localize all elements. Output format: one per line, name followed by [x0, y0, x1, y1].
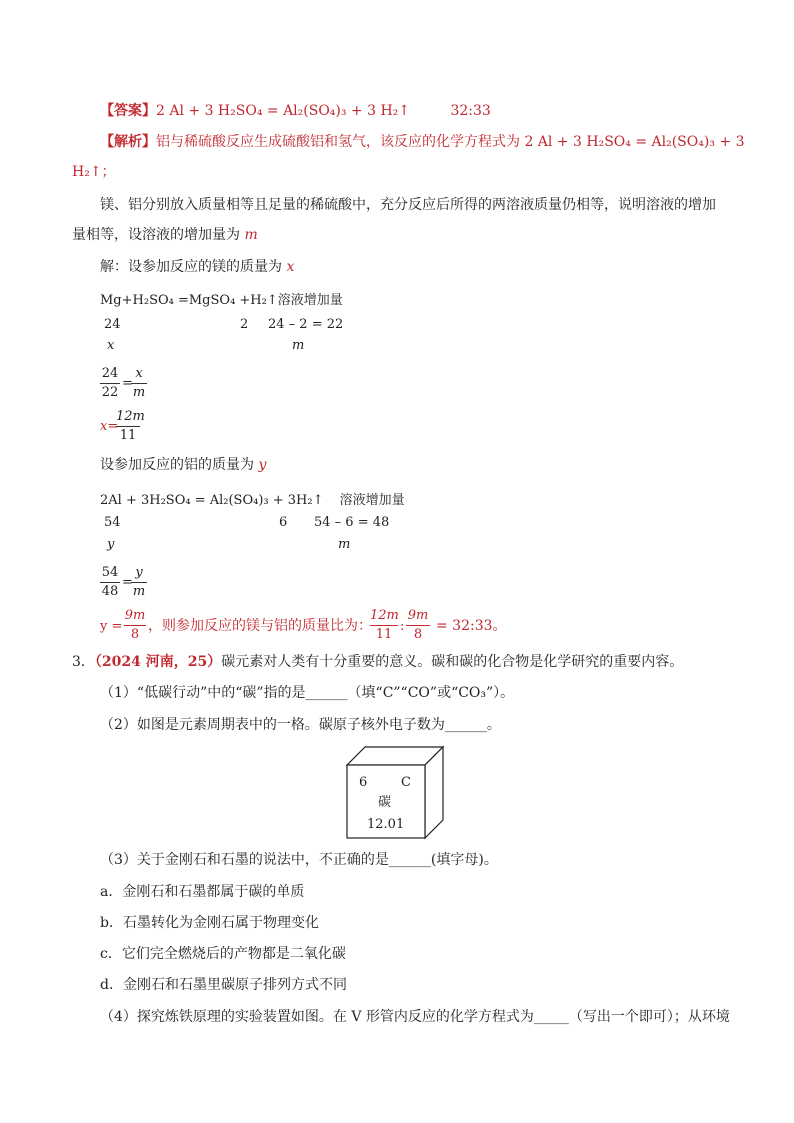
analysis-line-2: H₂↑；	[72, 164, 116, 180]
mg-variable-x: x	[286, 259, 295, 275]
al-equation-text: 2Al + 3H₂SO₄ = Al₂(SO₄)₃ + 3H₂↑	[100, 493, 324, 508]
analysis-text-1: 铝与稀硫酸反应生成硫酸铝和氢气，该反应的化学方程式为 2 Al + 3 H₂SO₄ = Al₂(SO₄)₃ + 3	[156, 134, 745, 150]
mg-prop-den-right: m	[132, 385, 146, 400]
analysis-tag: 【解析】	[100, 134, 156, 150]
mg-proportion-equals: =	[122, 376, 133, 391]
al-row2-a: 54	[104, 515, 121, 530]
al-prop-num-right: y	[135, 565, 143, 580]
al-prop-num-left: 54	[101, 565, 119, 580]
ratio-fraction-2	[406, 608, 430, 643]
atomic-number: 6	[359, 775, 368, 790]
mg-result-den: 11	[119, 428, 137, 443]
answer-tag: 【答案】	[100, 103, 156, 119]
al-proportion-equals: =	[122, 575, 133, 590]
question-3-stem	[72, 653, 683, 671]
al-variable-y: y	[258, 457, 267, 473]
al-proportion-right	[131, 565, 147, 600]
al-result-num: 9m	[124, 608, 146, 623]
periodic-table-cell	[345, 745, 445, 840]
al-intro-text: 设参加反应的铝的质量为	[100, 457, 254, 473]
analysis-line-1	[100, 133, 744, 151]
option-c: c．它们完全燃烧后的产物都是二氧化碳	[100, 946, 346, 962]
al-row3-a: y	[107, 537, 115, 552]
al-proportion-left	[100, 565, 120, 600]
analysis-paragraph-1: 镁、铝分别放入质量相等且足量的稀硫酸中，充分反应后所得的两溶液质量仍相等，说明溶液的增加	[100, 197, 716, 213]
al-result-fraction	[124, 608, 146, 643]
mg-row3-b: m	[292, 338, 305, 353]
mg-row3-a: x	[107, 338, 115, 353]
ratio-colon: :	[400, 619, 405, 634]
subquestion-1: （1）“低碳行动”中的“碳”指的是______（填“C”“CO”或“CO₃”）。	[100, 685, 515, 701]
mg-prop-den-left: 22	[101, 385, 119, 400]
subquestion-2: （2）如图是元素周期表中的一格。碳原子核外电子数为______。	[100, 717, 501, 733]
mg-result-num: 12m	[116, 409, 145, 424]
option-a: a．金刚石和石墨都属于碳的单质	[100, 884, 305, 900]
al-row3-b: m	[338, 537, 351, 552]
mg-result-fraction	[116, 409, 145, 444]
mg-intro	[100, 258, 294, 276]
element-symbol: C	[401, 775, 411, 790]
analysis-paragraph-2	[72, 226, 258, 244]
mg-intro-text: 解：设参加反应的镁的质量为	[100, 259, 282, 275]
mg-prop-num-left: 24	[101, 366, 119, 381]
ratio-result: = 32:33。	[436, 618, 507, 634]
al-result-text: ，则参加反应的镁与铝的质量比为：	[148, 618, 372, 634]
mg-proportion-left	[100, 366, 120, 401]
ratio-fraction-1	[370, 608, 398, 643]
subquestion-3: （3）关于金刚石和石墨的说法中，不正确的是______(填字母)。	[100, 852, 498, 868]
ratio-den-1: 11	[375, 627, 393, 642]
mg-row2-a: 24	[104, 317, 121, 332]
al-intro	[100, 456, 266, 474]
al-row2-b: 6	[279, 515, 288, 530]
ratio-num-1: 12m	[370, 608, 399, 623]
al-equation-tail: 溶液增加量	[339, 493, 405, 508]
al-result-lhs: y =	[100, 619, 123, 634]
al-prop-den-left: 48	[101, 584, 119, 599]
al-prop-den-right: m	[132, 584, 146, 599]
option-d: d．金刚石和石墨里碳原子排列方式不同	[100, 977, 347, 993]
ratio-num-2: 9m	[407, 608, 429, 623]
answer-ratio: 32:33	[450, 103, 491, 119]
analysis-paragraph-2-text: 量相等，设溶液的增加量为	[72, 227, 240, 243]
mg-result-lhs: x=	[100, 419, 119, 434]
question-stem-text: 碳元素对人类有十分重要的意义。碳和碳的化合物是化学研究的重要内容。	[221, 654, 684, 670]
al-row2-c: 54 – 6 = 48	[314, 515, 390, 530]
ratio-den-2: 8	[413, 627, 423, 642]
question-number: 3．	[72, 654, 95, 670]
atomic-mass: 12.01	[367, 817, 405, 832]
question-source: （2024 河南，25）	[94, 654, 222, 670]
element-name: 碳	[378, 795, 392, 810]
mg-row2-b: 2	[240, 317, 249, 332]
answer-equation: 2 Al + 3 H₂SO₄ = Al₂(SO₄)₃ + 3 H₂↑	[156, 103, 411, 119]
subquestion-4: （4）探究炼铁原理的实验装置如图。在 V 形管内反应的化学方程式为_____（写出一个即可）；从环境	[100, 1009, 730, 1025]
al-equation	[100, 493, 405, 509]
mg-prop-num-right: x	[135, 366, 143, 381]
answer-line	[100, 102, 491, 120]
mg-proportion-right	[131, 366, 147, 401]
variable-m: m	[244, 227, 258, 243]
mg-equation: Mg+H₂SO₄ =MgSO₄ +H₂↑溶液增加量	[100, 293, 343, 308]
mg-row2-c: 24 – 2 = 22	[268, 317, 344, 332]
al-result-den: 8	[130, 627, 140, 642]
option-b: b．石墨转化为金刚石属于物理变化	[100, 915, 319, 931]
